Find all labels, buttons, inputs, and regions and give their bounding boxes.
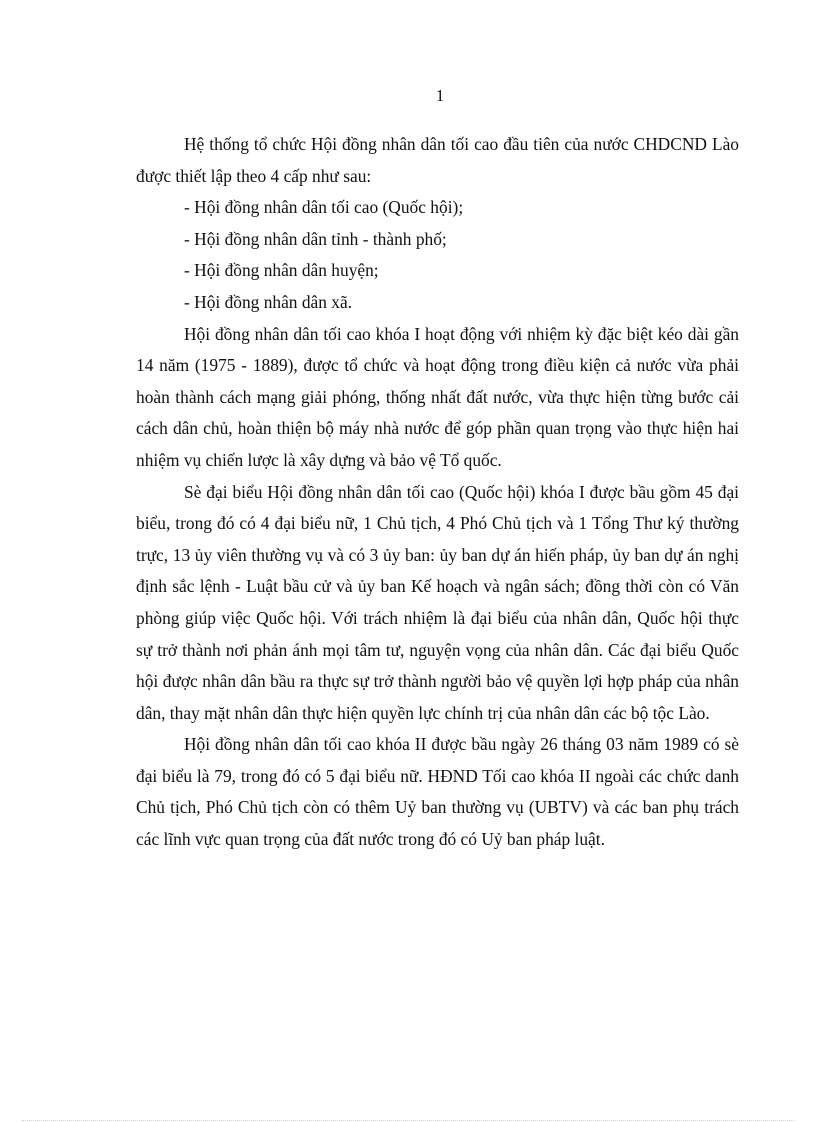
paragraph-term-1: Hội đồng nhân dân tối cao khóa I hoạt động với nhiệm kỳ đặc biệt kéo dài gần 14 năm (1975 - 1889), được tổ chức và hoạt động trong điều kiện cả nước vừa phải hoàn thành cách mạng giải phóng, thống nhất đất nước, vừa thực hiện từng bước cải cách dân chủ, hoàn thiện bộ máy nhà nước để góp phần quan trọng vào thực hiện hai nhiệm vụ chiến lược là xây dựng và bảo vệ Tổ quốc. <box>136 323 739 470</box>
list-item: - Hội đồng nhân dân tối cao (Quốc hội); <box>184 197 464 218</box>
page-bottom-divider <box>22 1120 794 1121</box>
paragraph-intro: Hệ thống tổ chức Hội đồng nhân dân tối cao đầu tiên của nước CHDCND Lào được thiết lập theo 4 cấp như sau: <box>136 134 739 186</box>
paragraph-delegates-term-1: Sè đại biểu Hội đồng nhân dân tối cao (Quốc hội) khóa I được bầu gồm 45 đại biểu, trong đó có 4 đại biểu nữ, 1 Chủ tịch, 4 Phó Chủ tịch và 1 Tổng Thư ký thường trực, 13 ủy viên thường vụ và có 3 ủy ban: ủy ban dự án hiến pháp, ủy ban dự án nghị định sắc lệnh - Luật bầu cử và ủy ban Kế hoạch và ngân sách; đồng thời còn có Văn phòng giúp việc Quốc hội. Với trách nhiệm là đại biểu của nhân dân, Quốc hội thực sự trở thành nơi phản ánh mọi tâm tư, nguyện vọng của nhân dân. Các đại biểu Quốc hội được nhân dân bầu ra thực sự trở thành người bảo vệ quyền lợi hợp pháp của nhân dân, thay mặt nhân dân thực hiện quyền lực chính trị của nhân dân các bộ tộc Lào. <box>136 481 739 723</box>
document-body <box>136 129 739 856</box>
list-item: - Hội đồng nhân dân tỉnh - thành phố; <box>184 228 447 249</box>
list-item: - Hội đồng nhân dân huyện; <box>184 260 379 281</box>
paragraph-term-2: Hội đồng nhân dân tối cao khóa II được bầu ngày 26 tháng 03 năm 1989 có sè đại biểu là 79, trong đó có 5 đại biểu nữ. HĐND Tối cao khóa II ngoài các chức danh Chủ tịch, Phó Chủ tịch còn có thêm Uỷ ban thường vụ (UBTV) và các ban phụ trách các lĩnh vực quan trọng của đất nước trong đó có Uỷ ban pháp luật. <box>136 734 739 850</box>
page-number: 1 <box>435 86 445 105</box>
list-item: - Hội đồng nhân dân xã. <box>184 291 353 312</box>
